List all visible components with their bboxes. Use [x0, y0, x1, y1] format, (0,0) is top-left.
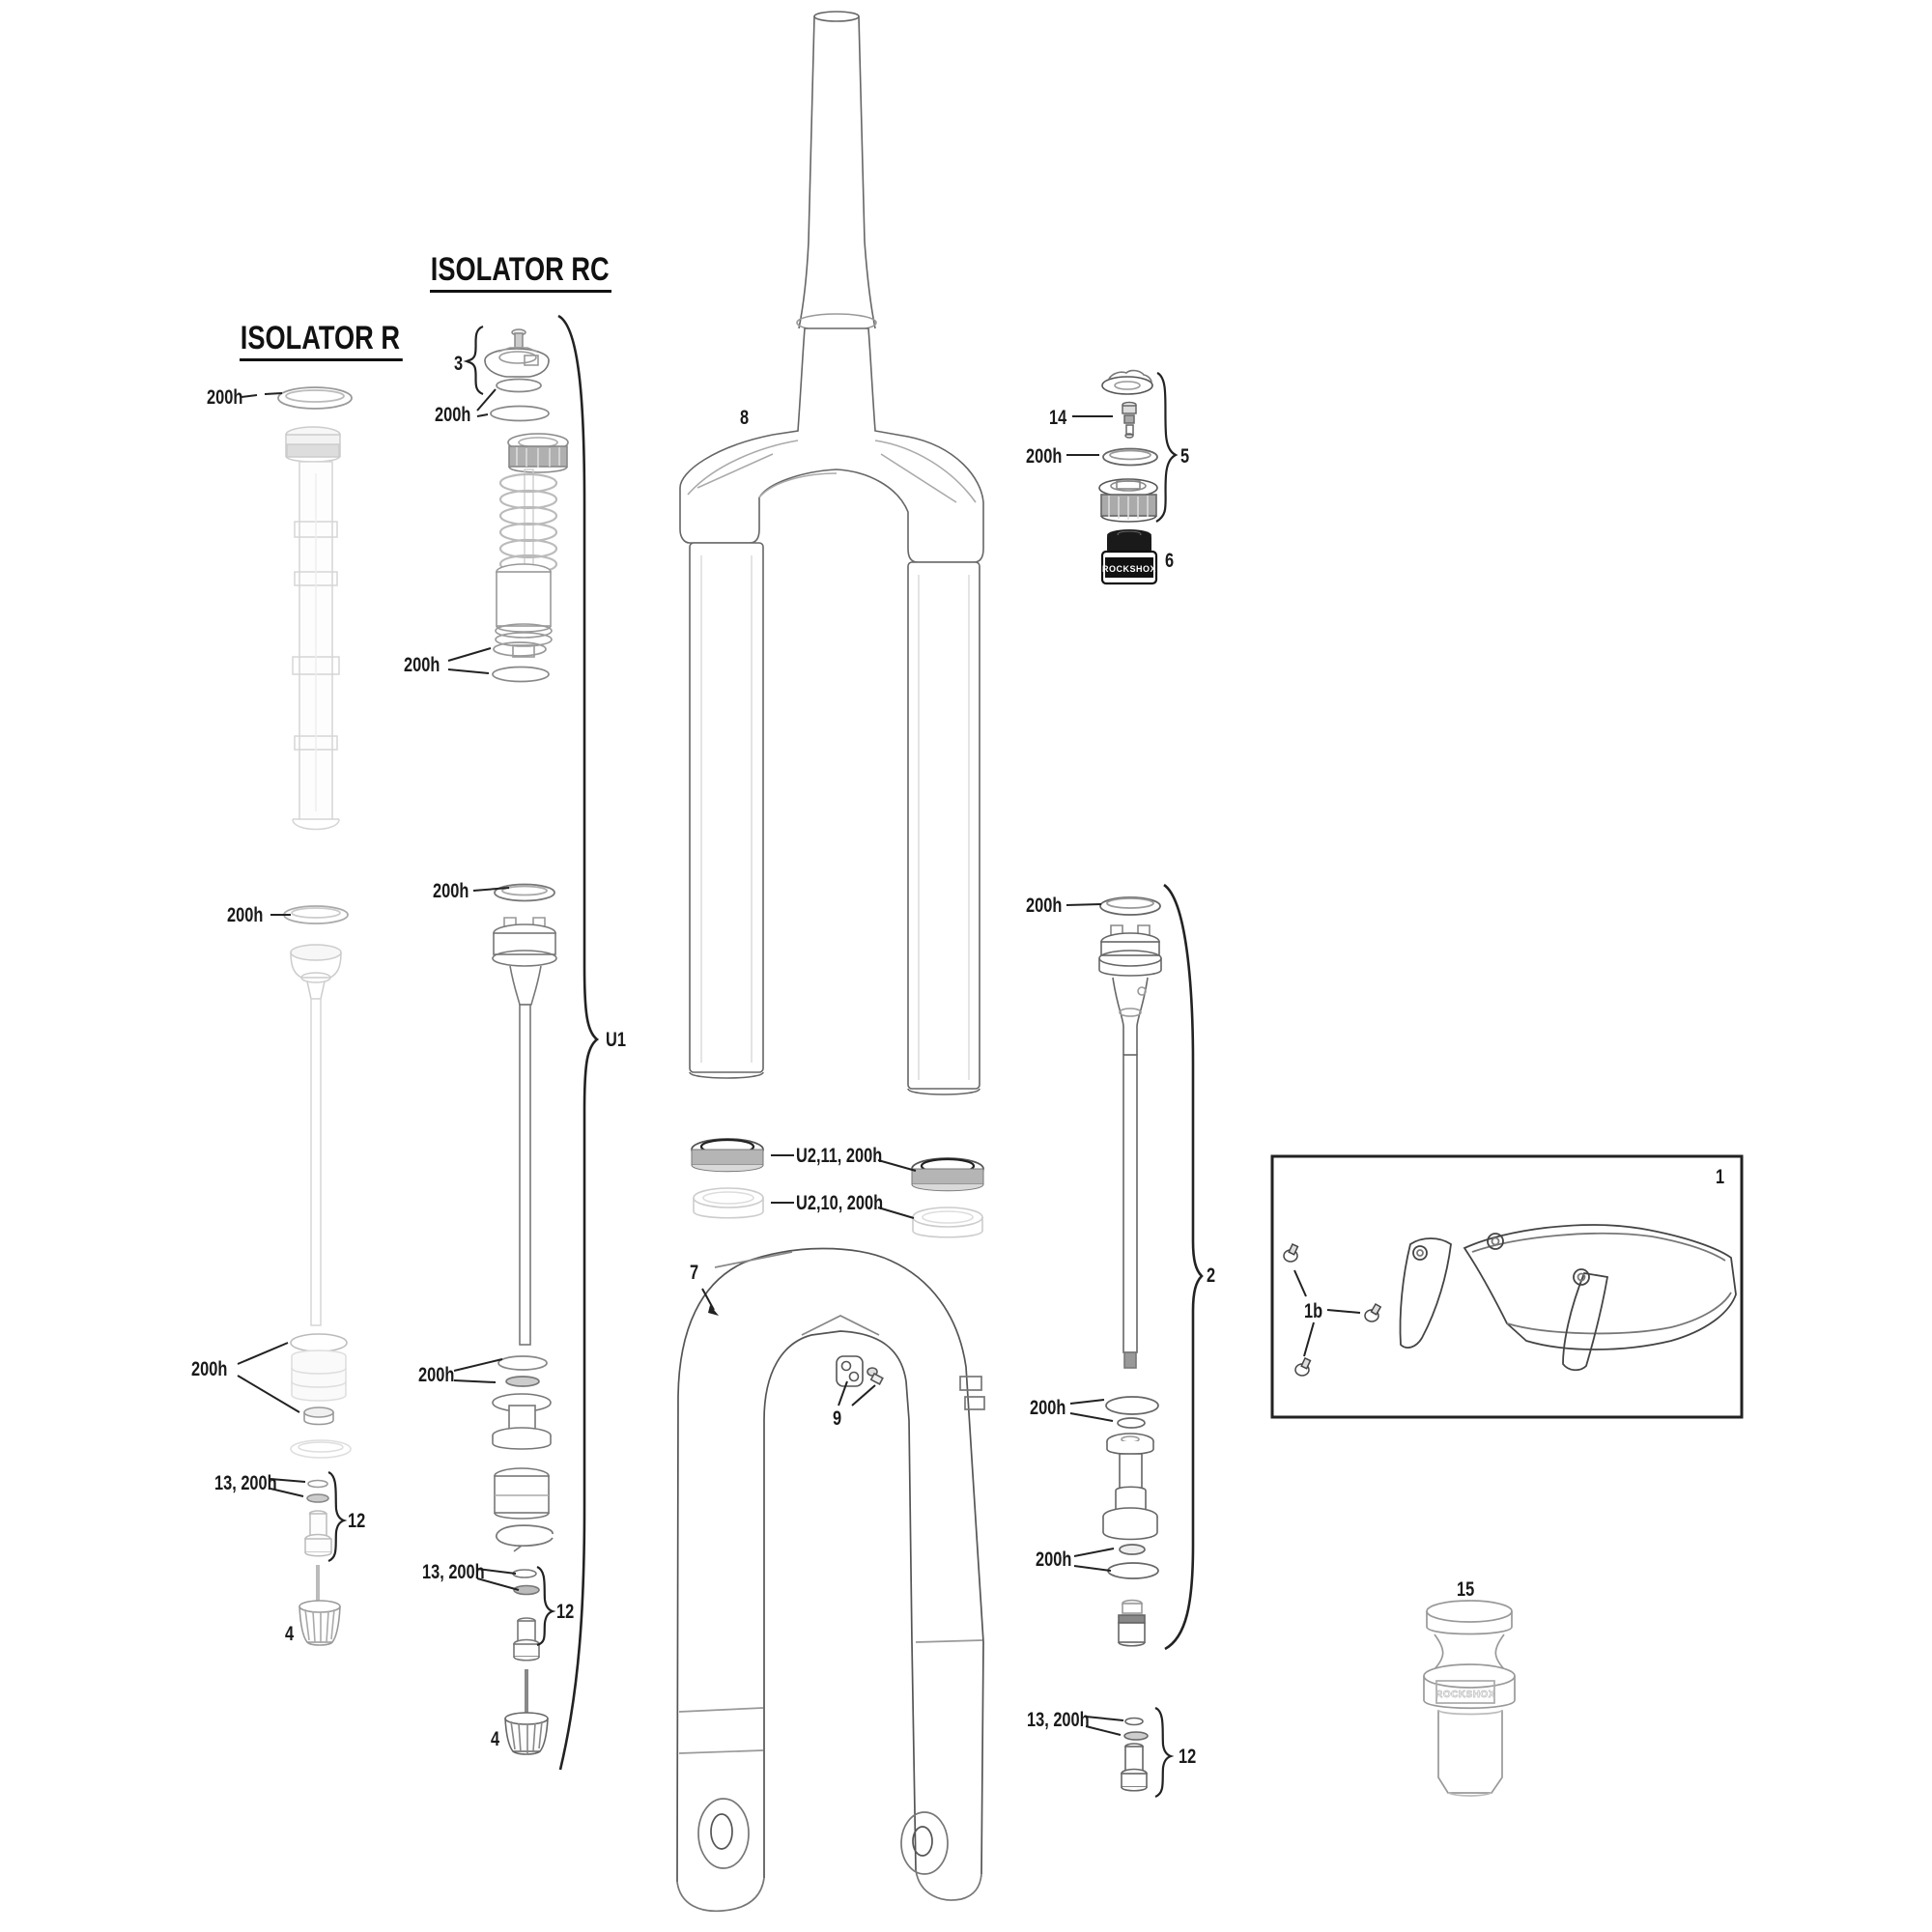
- label-4-isolator-rc: 4: [491, 1728, 500, 1750]
- label-200h-isolator-r-mid: 200h: [227, 904, 264, 926]
- isolator-rc-mid-oring: [495, 885, 554, 901]
- guide-screw: [867, 1368, 883, 1384]
- isolator-rc-retaining-clip: [497, 1525, 553, 1551]
- label-6: 6: [1165, 550, 1175, 572]
- brace-3: [467, 327, 483, 394]
- label-13-200h-damper: 13, 200h: [1027, 1709, 1090, 1731]
- left-foam-ring: [694, 1188, 763, 1218]
- label-9: 9: [833, 1407, 842, 1430]
- label-13-200h-rc: 13, 200h: [422, 1561, 485, 1583]
- isolator-r-assembly: [278, 387, 352, 1645]
- isolator-rc-piston-spool: [493, 1394, 551, 1449]
- isolator-r-retainer-ring: [291, 1440, 351, 1458]
- label-200h-damper-seal2: 200h: [1036, 1548, 1072, 1571]
- fender-screw-3: [1295, 1358, 1310, 1376]
- leader-200h-rc-low: [454, 1359, 502, 1382]
- isolator-rc-rebound-knob: [505, 1669, 548, 1754]
- damper-assembly-2: [1099, 897, 1161, 1791]
- damper-seal-ring-large: [1106, 1397, 1158, 1414]
- label-200h-rc-mid: 200h: [433, 880, 469, 902]
- valve-14: [1122, 403, 1136, 439]
- isolator-rc-top-cap: [508, 434, 568, 472]
- leader-200h-isolator-r-low: [238, 1343, 299, 1412]
- fitting-brand-text: ROCKSHOX: [1435, 1690, 1495, 1700]
- label-u2-10: U2,10, 200h: [796, 1192, 884, 1214]
- label-12-damper: 12: [1179, 1746, 1197, 1768]
- grease-jar-6: [1102, 529, 1156, 583]
- isolator-r-top-cap: [286, 427, 340, 462]
- isolator-rc-dial-screw: [512, 329, 526, 348]
- label-15: 15: [1457, 1578, 1475, 1601]
- leader-13-200h-damper: [1086, 1717, 1123, 1735]
- isolator-rc-cylinder: [495, 1468, 549, 1519]
- damper-shaft: [1123, 1055, 1137, 1368]
- bracket-2: [1164, 885, 1202, 1649]
- isolator-r-ring-13a: [308, 1481, 327, 1488]
- damper-bottom-tube: [1119, 1601, 1145, 1646]
- damper-top-cap: [1099, 925, 1161, 1055]
- kit-box: [1272, 1156, 1742, 1417]
- label-200h-rc-spring: 200h: [404, 654, 440, 676]
- isolator-r-rebound-knob: [299, 1565, 340, 1645]
- fender-screw-1: [1284, 1244, 1297, 1262]
- isolator-r-foot-nut: [305, 1511, 331, 1556]
- isolator-rc-dial-oring-1: [497, 380, 541, 392]
- label-12-isolator-r: 12: [348, 1510, 366, 1532]
- label-200h-rc-topcap: 200h: [435, 404, 471, 426]
- label-7: 7: [690, 1262, 699, 1284]
- leader-200h-rc-spring: [448, 648, 491, 673]
- fender-screw-2: [1365, 1304, 1380, 1321]
- label-8: 8: [740, 407, 750, 429]
- crown-steerer-uppers: [680, 12, 983, 1094]
- isolator-rc-shaft-cap: [493, 918, 556, 1005]
- right-foam-ring: [913, 1208, 982, 1237]
- brace-5: [1156, 373, 1176, 522]
- leader-7-arrowhead: [708, 1305, 719, 1316]
- damper-seal-ring-small: [1118, 1418, 1145, 1428]
- lower-legs: [677, 1248, 984, 1911]
- isolator-rc-assembly: [485, 329, 568, 1754]
- fender: [1400, 1225, 1736, 1370]
- isolator-r-damper-shaft: [293, 462, 339, 830]
- isolator-r-gland: [304, 1407, 333, 1425]
- title-isolator-rc: ISOLATOR RC: [430, 253, 611, 293]
- isolator-r-rod: [311, 999, 321, 1325]
- isolator-rc-rod: [520, 1005, 530, 1345]
- isolator-r-seal-head: [291, 1334, 347, 1401]
- remote-dial: [1102, 371, 1152, 394]
- left-dust-seal: [692, 1139, 763, 1172]
- knurled-top-cap: [1099, 479, 1157, 522]
- right-dropout: [901, 1812, 981, 1900]
- isolator-r-mid-oring: [284, 906, 348, 923]
- damper-foot-nut: [1122, 1744, 1147, 1791]
- isolator-rc-coil-spring: [500, 469, 556, 574]
- label-200h-damper-seal1: 200h: [1030, 1397, 1066, 1419]
- left-dropout: [677, 1799, 764, 1911]
- damper-base-ring: [1108, 1563, 1158, 1578]
- label-13-200h-isolator-r: 13, 200h: [214, 1472, 277, 1494]
- grease-fitting-15: [1424, 1601, 1515, 1796]
- cable-guide-9: [837, 1356, 883, 1386]
- isolator-rc-glide-ring: [506, 1377, 539, 1386]
- topcap-oring: [1103, 449, 1157, 466]
- leader-200h-isolator-r-top: [242, 393, 282, 397]
- title-isolator-r: ISOLATOR R: [240, 322, 402, 361]
- isolator-r-shaft-cap: [291, 945, 341, 999]
- leader-200h-damper-top: [1066, 904, 1101, 905]
- isolator-rc-low-washer: [498, 1356, 547, 1370]
- damper-top-oring: [1100, 897, 1160, 915]
- damper-ring-13b: [1124, 1732, 1148, 1740]
- damper-gland-nut: [1120, 1545, 1145, 1554]
- isolator-rc-oring-4: [493, 668, 549, 682]
- right-dust-seal: [912, 1158, 983, 1191]
- label-1: 1: [1716, 1166, 1725, 1188]
- isolator-rc-compression-dial: [485, 348, 549, 377]
- topcap-group-5: [1099, 371, 1157, 583]
- damper-ring-13a: [1125, 1719, 1143, 1725]
- label-u1: U1: [606, 1029, 626, 1051]
- label-12-isolator-rc: 12: [556, 1601, 575, 1623]
- brace-12-isolator-rc: [537, 1567, 553, 1645]
- bracket-u1: [558, 316, 597, 1770]
- isolator-rc-ring-13a: [513, 1570, 536, 1577]
- label-5: 5: [1180, 445, 1190, 468]
- brace-12-damper: [1155, 1708, 1171, 1797]
- label-200h-isolator-r-top: 200h: [207, 386, 243, 409]
- isolator-rc-oring-3: [494, 642, 546, 656]
- label-200h-rc-low: 200h: [418, 1364, 455, 1386]
- fender-kit-1: [1272, 1156, 1742, 1417]
- isolator-r-ring-13b: [307, 1494, 328, 1502]
- label-2: 2: [1207, 1264, 1216, 1287]
- isolator-rc-foot-nut: [514, 1618, 539, 1661]
- label-3: 3: [454, 353, 464, 375]
- label-4-isolator-r: 4: [285, 1623, 295, 1645]
- isolator-rc-dial-oring-2: [491, 407, 549, 421]
- label-200h-remote: 200h: [1026, 445, 1063, 468]
- isolator-r-top-oring: [278, 387, 352, 409]
- leader-200h-damper-seal2: [1074, 1548, 1114, 1571]
- label-200h-isolator-r-low: 200h: [191, 1358, 228, 1380]
- jar-brand-text: ROCKSHOX: [1101, 564, 1157, 574]
- label-u2-11: U2,11, 200h: [796, 1145, 883, 1167]
- damper-piston-spool: [1103, 1434, 1157, 1540]
- label-14: 14: [1049, 407, 1067, 429]
- label-1b: 1b: [1304, 1300, 1323, 1322]
- label-200h-damper-top: 200h: [1026, 895, 1063, 917]
